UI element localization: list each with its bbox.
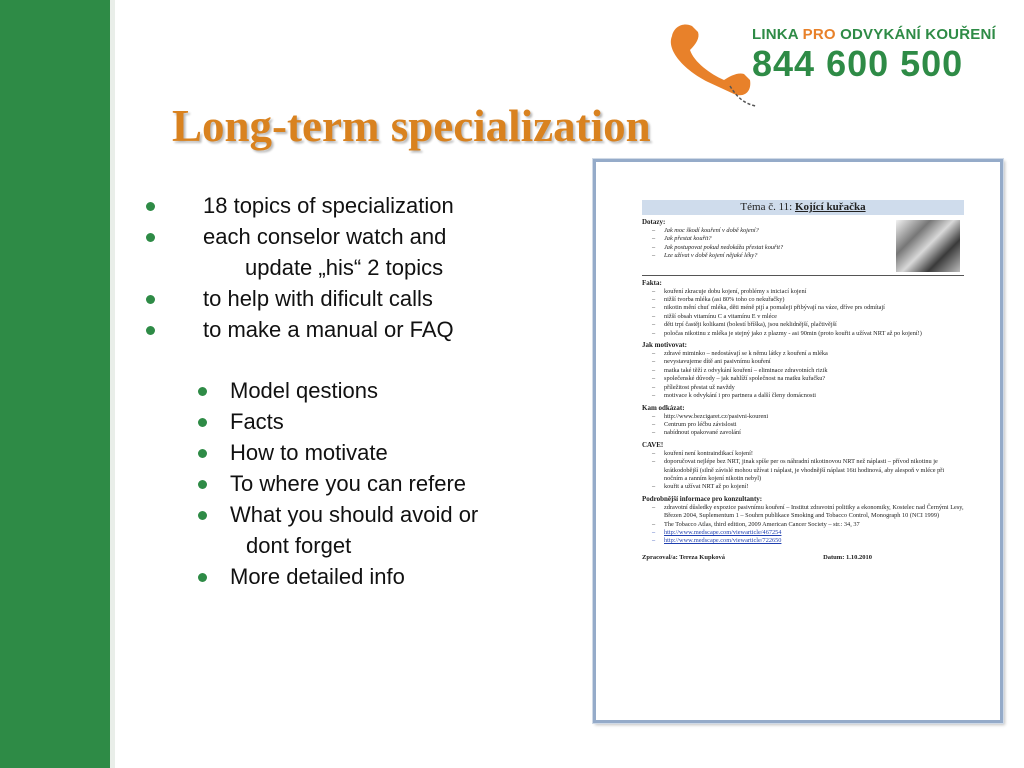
document-page — [642, 200, 964, 561]
doc-section-list: – zdravotní důsledky expozice pasivnímu kouření – Institut zdravotní politiky a ekonomiky, Kostelec nad Černými Lesy, Březen 2004, Suplementum 1 – Souhrn publikace Smoking and Tobacco Control, Monograph 10 (NCI 1999) – The Tobacco Atlas, third edition, 2009 American Cancer Society – str.: 34, 37 – http://www.medscape.com/viewarticle/467254 – http://www.medscape.com/viewarticle/722650 — [652, 504, 964, 546]
sub-bullet-item: More detailed info — [140, 561, 580, 592]
bullet-dot-icon — [198, 511, 207, 520]
sub-bullet-item: To where you can refere — [140, 468, 580, 499]
doc-section-list: – kouření zkracuje dobu kojení, problémy s iniciací kojení – nižší tvorba mléka (asi 80% toho co nekuřačky) – nikotin mění chuť mléka, děti méně pijí a pomaleji přibývají na váze, dříve prs odmítají – nižší obsah vitamínu C a vitamínu E v mléce – děti trpí častěji kolikami (bolestí bříška), jsou neklidnější, plačtivější – poločas nikotinu z mléka je stejný jako z plazmy - asi 90min (proto kouřit a užívat NRT až po kojení!) — [652, 288, 964, 338]
bullet-item: each conselor watch and update „his“ 2 topics — [140, 221, 580, 283]
bullet-dot-icon — [146, 202, 155, 211]
bullet-dot-icon — [198, 573, 207, 582]
left-bar-edge — [110, 0, 115, 768]
doc-section-list: – Jak moc škodí kouření v době kojení? – Jak přestat kouřit? – Jak postupovat pokud nedokážu přestat kouřit? – Lze užívat v době kojení nějaké léky? — [652, 227, 892, 261]
bullet-dot-icon — [198, 418, 207, 427]
sub-bullet-item: Facts — [140, 406, 580, 437]
document-header: Téma č. 11: Kojící kuřačka — [642, 200, 964, 215]
bullet-dot-icon — [198, 480, 207, 489]
doc-link[interactable]: – http://www.medscape.com/viewarticle/467254 — [652, 529, 964, 537]
bullet-item: to help with dificult calls — [140, 283, 580, 314]
bullet-dot-icon — [198, 449, 207, 458]
doc-section-title: Kam odkázat: — [642, 403, 685, 412]
sub-bullet-item: What you should avoid or dont forget — [140, 499, 580, 561]
doc-section-list: – zdravé miminko – nedostávají se k němu látky z kouření a mléka – nevystavujeme dítě ani pasivnímu kouření – matka také těží z odvykání kouření – eliminace zdravotních rizik – společenské důvody – jak nahlíží společnost na matku kuřačku? – příležitost přestat už navždy – motivace k odvykání i pro partnera a další členy domácnosti — [652, 350, 964, 400]
bullet-dot-icon — [146, 326, 155, 335]
hotline-logo — [664, 22, 1014, 108]
bullet-item: to make a manual or FAQ — [140, 314, 580, 345]
document-footer: Zpracoval/a: Tereza Kupková Datum: 1.10.2010 — [642, 553, 872, 561]
doc-section-list: – kouření není kontraindikací kojení! – doporučovat nejlépe bez NRT, jinak spíše per os náhradní nikotinovou NRT než náplasti – přívod nikotinu je krátkodobější (silně závislé mohou užívat i náplast, je vhodnější náplast 16ti hodinová, aby alespoň v mléce při nočním a ranním kojení nikotin nebyl) – kouřit a užívat NRT až po kojení! — [652, 450, 964, 492]
sub-bullet-item: Model qestions — [140, 375, 580, 406]
slide-title: Long-term specialization — [172, 101, 651, 151]
bullet-dot-icon — [146, 295, 155, 304]
left-green-bar — [0, 0, 110, 768]
mother-baby-photo — [896, 220, 960, 272]
bullet-item: 18 topics of specialization — [140, 190, 580, 221]
doc-divider — [642, 275, 964, 276]
logo-word-linka: LINKA — [752, 26, 799, 43]
doc-section-title: CAVE! — [642, 440, 664, 449]
doc-section-list: – http://www.bezcigaret.cz/pasivni-koureni – Centrum pro léčbu závislosti – nabídnout opakované zavolání — [652, 413, 964, 438]
logo-word-pro: PRO — [802, 26, 836, 43]
telephone-handset-icon — [664, 22, 764, 108]
doc-section-title: Jak motivovat: — [642, 341, 687, 350]
sub-bullet-item: How to motivate — [140, 437, 580, 468]
logo-word-odvykani: ODVYKÁNÍ KOUŘENÍ — [840, 26, 996, 43]
doc-section-title: Podrobnější informace pro konzultanty: — [642, 494, 763, 503]
logo-slogan — [752, 26, 1014, 43]
document-image — [593, 159, 1003, 723]
doc-link[interactable]: – http://www.medscape.com/viewarticle/722650 — [652, 537, 964, 545]
bullet-dot-icon — [198, 387, 207, 396]
bullet-list — [140, 190, 580, 592]
logo-phone-number: 844 600 500 — [752, 43, 964, 84]
bullet-dot-icon — [146, 233, 155, 242]
doc-section-title: Fakta: — [642, 278, 662, 287]
doc-section-title: Dotazy: — [642, 218, 666, 226]
